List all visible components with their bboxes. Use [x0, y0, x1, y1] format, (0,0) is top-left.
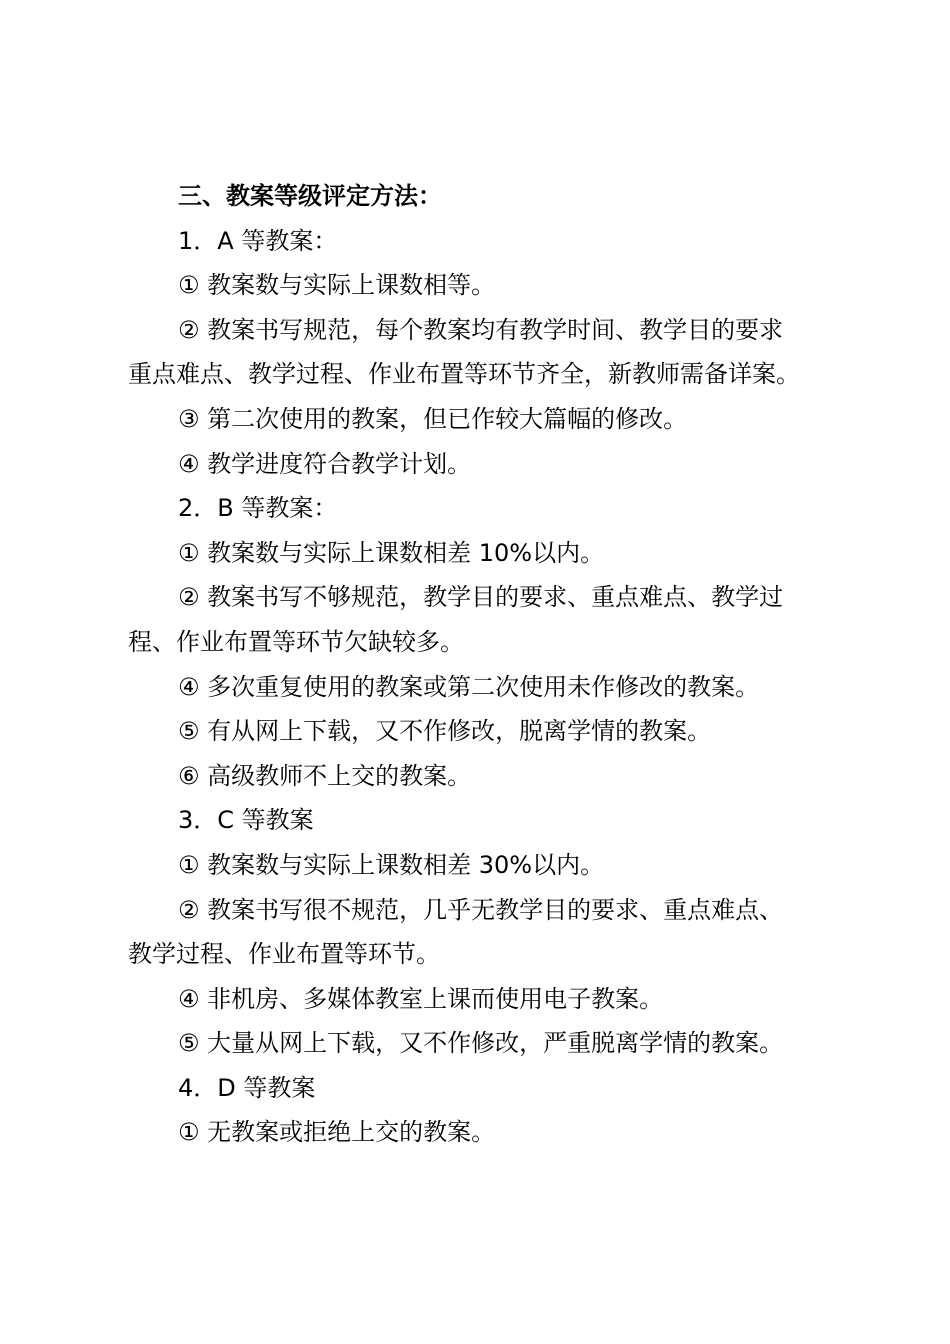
grade-c-item-5: ⑤ 大量从网上下载，又不作修改，严重脱离学情的教案。: [178, 1029, 784, 1058]
section-heading: 三、教案等级评定方法：: [178, 182, 442, 210]
grade-a-heading: 1．A 等教案：: [178, 226, 338, 255]
grade-b-item-1: ① 教案数与实际上课数相差 10%以内。: [178, 538, 605, 567]
grade-a-item-2-continued: 重点难点、教学过程、作业布置等环节齐全，新教师需备详案。: [128, 360, 800, 389]
grade-b-item-2: ② 教案书写不够规范，教学目的要求、重点难点、教学过: [178, 583, 784, 612]
grade-a-item-2: ② 教案书写规范，每个教案均有教学时间、教学目的要求: [178, 315, 784, 344]
grade-c-heading: 3．C 等教案: [178, 806, 314, 835]
grade-c-item-2-continued: 教学过程、作业布置等环节。: [128, 940, 440, 969]
grade-b-item-4: ④ 多次重复使用的教案或第二次使用未作修改的教案。: [178, 672, 760, 701]
grade-b-item-2-continued: 程、作业布置等环节欠缺较多。: [128, 627, 464, 656]
document-body: [128, 174, 840, 1155]
grade-a-item-3: ③ 第二次使用的教案，但已作较大篇幅的修改。: [178, 404, 688, 433]
grade-c-item-2: ② 教案书写很不规范，几乎无教学目的要求、重点难点、: [178, 895, 784, 924]
grade-c-item-1: ① 教案数与实际上课数相差 30%以内。: [178, 850, 605, 879]
grade-a-item-1: ① 教案数与实际上课数相等。: [178, 271, 496, 300]
grade-b-item-6: ⑥ 高级教师不上交的教案。: [178, 761, 472, 790]
grade-a-item-4: ④ 教学进度符合教学计划。: [178, 449, 472, 478]
grade-b-item-5: ⑤ 有从网上下载，又不作修改，脱离学情的教案。: [178, 717, 712, 746]
grade-c-item-4: ④ 非机房、多媒体教室上课而使用电子教案。: [178, 984, 664, 1013]
grade-b-heading: 2．B 等教案：: [178, 494, 338, 523]
grade-d-heading: 4．D 等教案: [178, 1073, 316, 1102]
grade-d-item-1: ① 无教案或拒绝上交的教案。: [178, 1118, 496, 1147]
